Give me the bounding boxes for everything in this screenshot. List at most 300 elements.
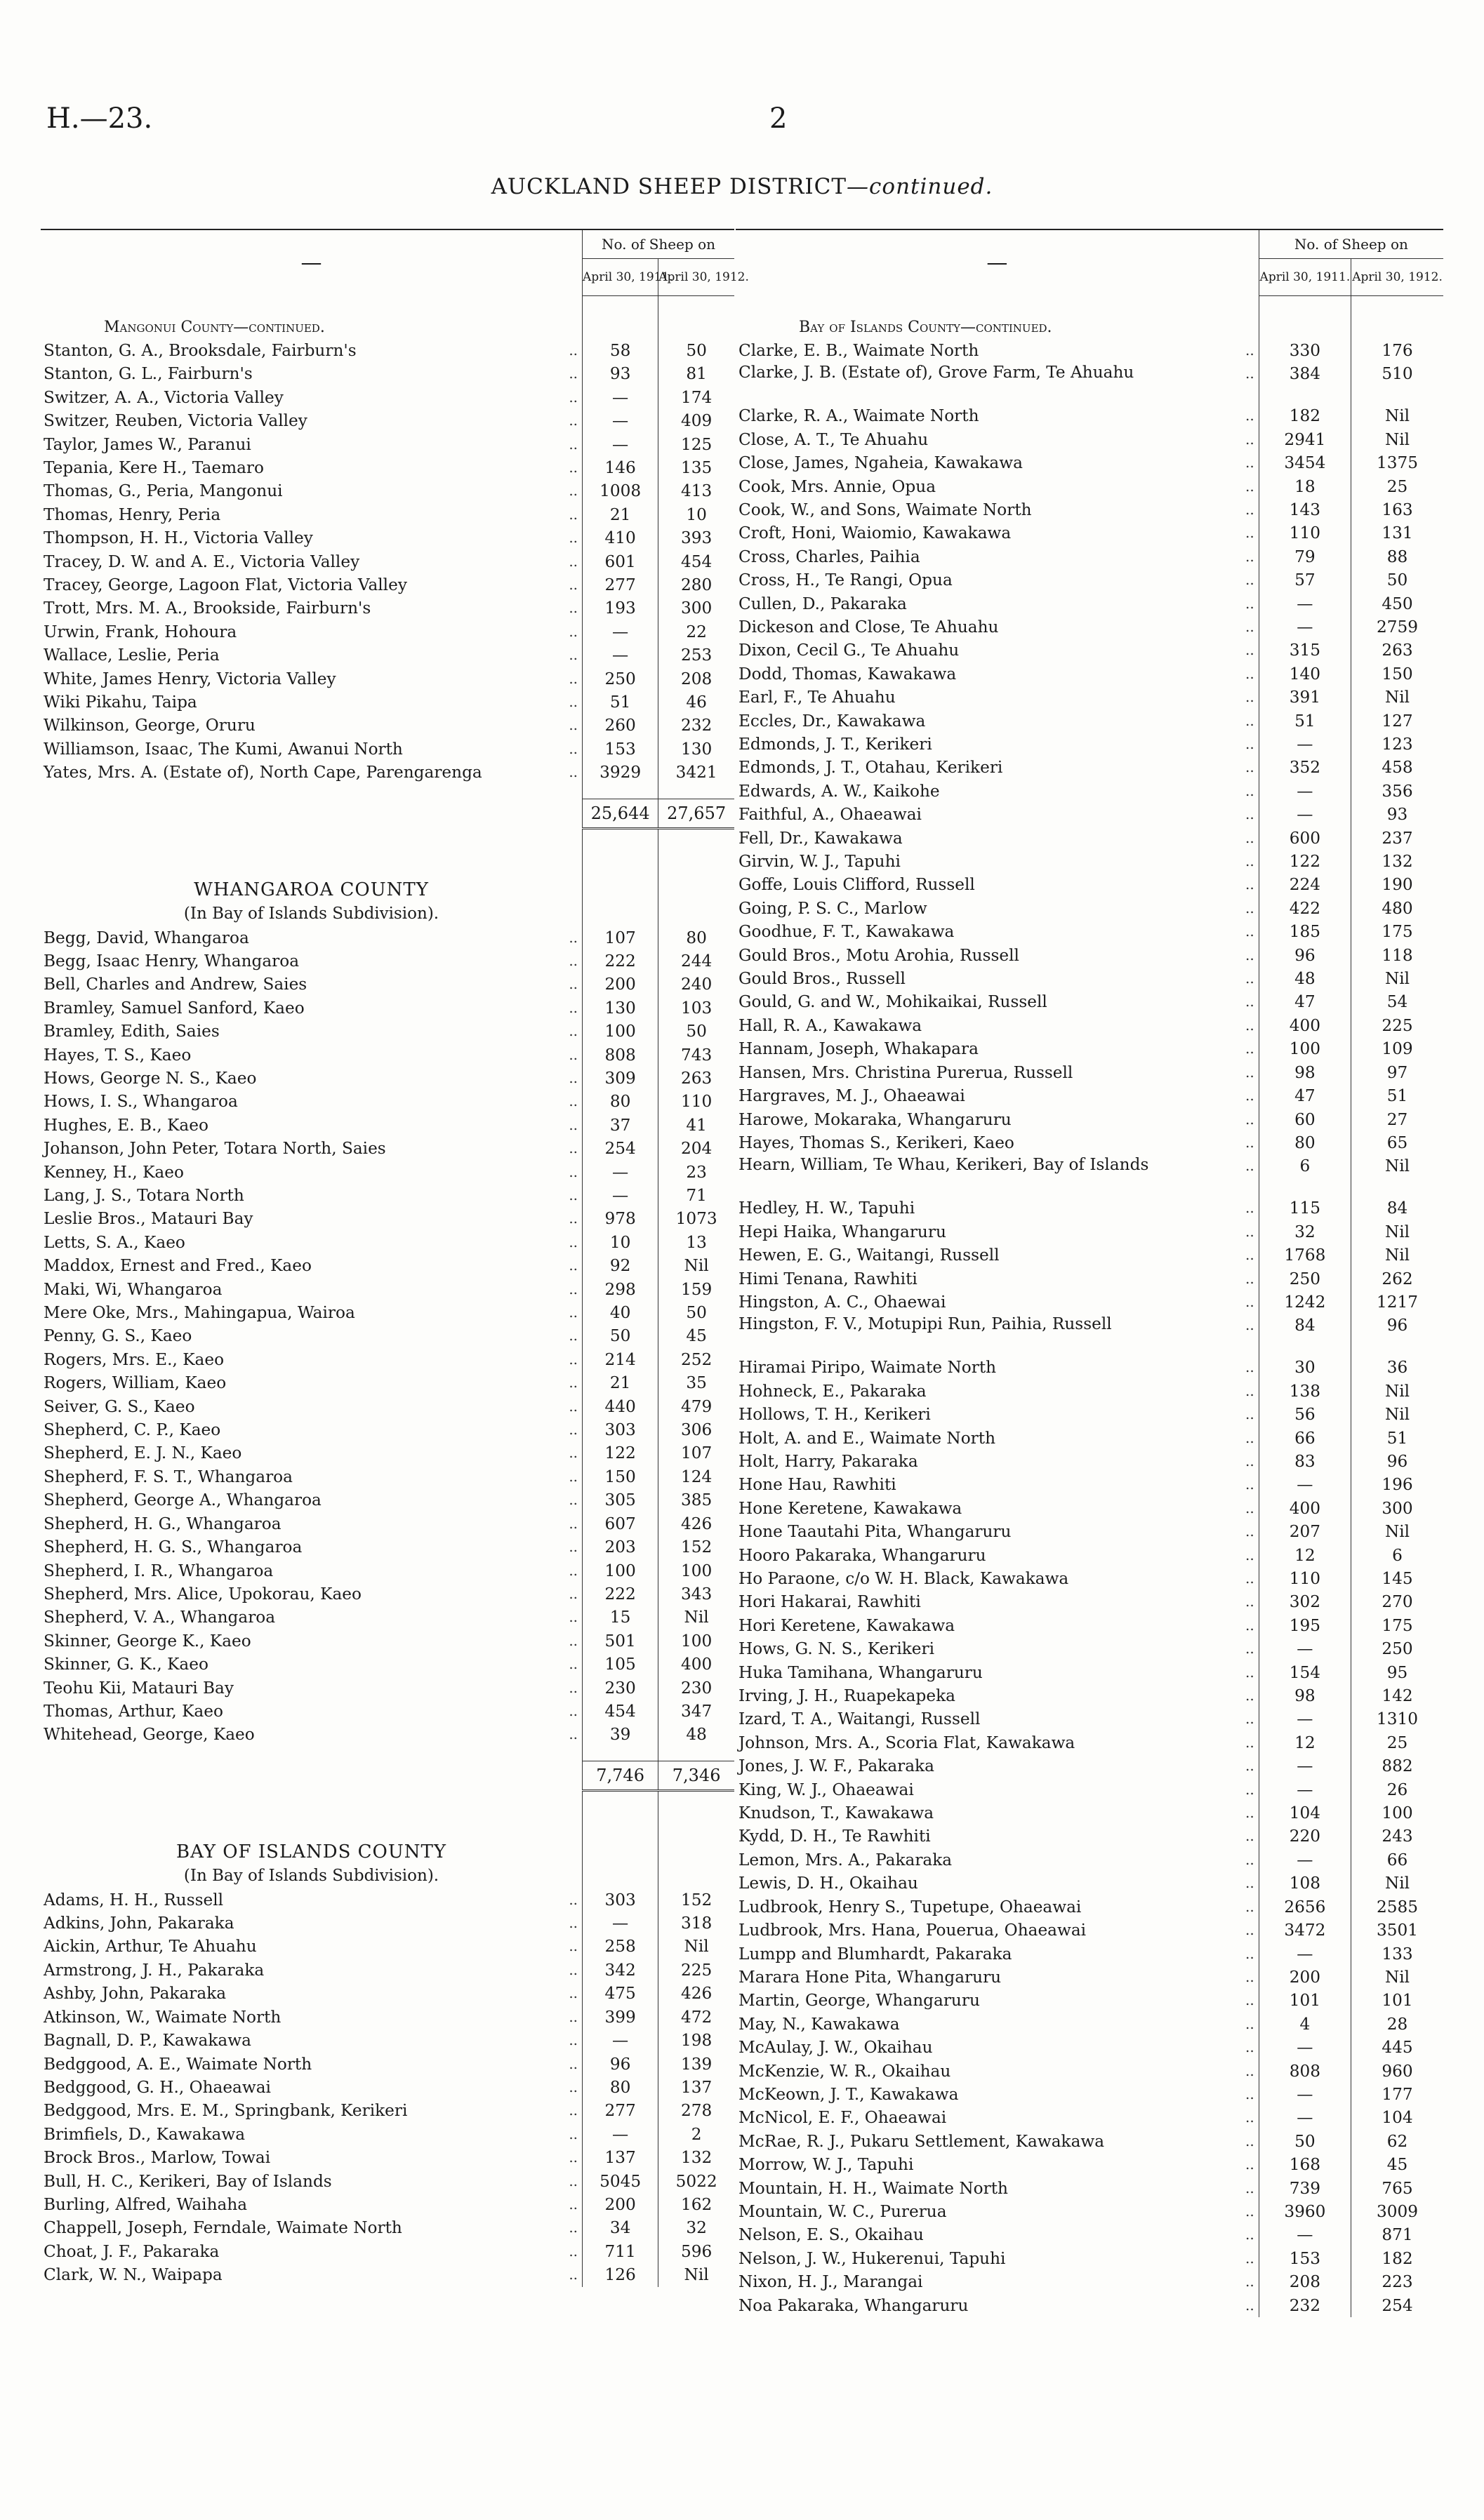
leader-dots: .. [1245,1780,1254,1798]
table-row [736,1084,1443,1107]
leader-dots: .. [1245,993,1254,1011]
table-row [736,1614,1443,1637]
leader-dots: .. [1245,2202,1254,2220]
leader-dots: .. [569,2219,578,2236]
sheep-1912: 13 [658,1231,734,1254]
sheep-1911: 130 [583,996,658,1020]
table-row [736,1220,1443,1244]
owner-name: Close, James, Ngaheia, Kawakawa [738,453,1023,473]
owner-name: Ludbrook, Henry S., Tupetupe, Ohaeawai [738,1897,1082,1916]
leader-dots: .. [1245,782,1254,799]
table-row [41,1512,734,1535]
sheep-1911: 601 [583,550,658,573]
sheep-1911: 57 [1259,568,1351,592]
owner-name: Burling, Alfred, Waihaha [44,2194,248,2214]
sheep-1912: 133 [1351,1942,1443,1966]
sheep-1911: — [1259,2036,1351,2059]
table-row [736,1825,1443,1848]
table-row [41,503,734,526]
leader-dots: .. [1245,1429,1254,1446]
owner-name: King, W. J., Ohaeawai [738,1780,914,1799]
page-number: 2 [769,102,788,135]
leader-dots: .. [569,1397,578,1415]
owner-name: Hepi Haika, Whangaruru [738,1222,946,1241]
table-row [41,620,734,644]
owner-name: Gould Bros., Motu Arohia, Russell [738,945,1019,965]
owner-name: Nixon, H. J., Marangai [738,2272,923,2292]
sheep-1911: 207 [1259,1520,1351,1543]
table-row [736,1754,1443,1778]
sheep-1911: 230 [583,1676,658,1700]
spacer-row [41,828,734,877]
owner-name: Bedggood, A. E., Waimate North [44,2054,312,2074]
table-row [736,1037,1443,1060]
owner-name: McAulay, J. W., Okaihau [738,2038,933,2058]
owner-name: Fell, Dr., Kawakawa [738,828,903,848]
owner-name: Bell, Charles and Andrew, Saies [44,975,307,994]
table-row [736,850,1443,873]
sheep-1911: 222 [583,1582,658,1606]
county-heading-row [41,1839,734,1865]
table-row [736,1520,1443,1543]
right-column [736,229,1443,2317]
sheep-1912: 62 [1351,2130,1443,2153]
sheep-1912: 176 [1351,339,1443,362]
sheep-1912: 50 [1351,568,1443,592]
leader-dots: .. [1245,2179,1254,2196]
owner-name: Cross, H., Te Rangi, Opua [738,571,953,590]
leader-dots: .. [1245,1406,1254,1423]
table-row [736,2083,1443,2106]
table-row [41,339,734,362]
sheep-1911: 110 [1259,521,1351,545]
col-1912-header: April 30, 1912. [658,259,734,296]
table-row [736,1403,1443,1426]
sheep-1912: 237 [1351,827,1443,850]
leader-dots: .. [569,575,578,593]
table-row [736,404,1443,427]
leader-dots: .. [1245,970,1254,987]
table-row [736,2153,1443,2176]
sheep-1911: 48 [1259,967,1351,990]
owner-name: Shepherd, V. A., Whangaroa [44,1608,276,1627]
sheep-1911: — [583,1161,658,1184]
sheep-1911: 254 [583,1137,658,1160]
leader-dots: .. [569,622,578,640]
table-row [736,2270,1443,2293]
sheep-1912: 472 [658,2006,734,2029]
left-sheep-table [41,229,749,2287]
county-subhead: Bay of Islands County—continued. [799,318,1052,336]
sheep-1911: 96 [1259,944,1351,967]
owner-name: Tepania, Kere H., Taemaro [44,458,264,477]
sheep-1911: 50 [1259,2130,1351,2153]
sheep-1911: 208 [1259,2270,1351,2293]
owner-name: Trott, Mrs. M. A., Brookside, Fairburn's [44,599,371,618]
leader-dots: .. [1245,1199,1254,1217]
owner-name: Seiver, G. S., Kaeo [44,1396,195,1416]
leader-dots: .. [569,1632,578,1649]
leader-dots: .. [569,2008,578,2025]
owner-name: Skinner, George K., Kaeo [44,1631,251,1651]
sheep-1911: 277 [583,573,658,596]
table-row [736,521,1443,545]
owner-name: Bagnall, D. P., Kawakawa [44,2031,251,2051]
owner-name: McKeown, J. T., Kawakawa [738,2084,959,2104]
owner-name: Bramley, Edith, Saies [44,1022,220,1041]
sheep-1911: 153 [583,738,658,761]
owner-name: Shepherd, Mrs. Alice, Upokorau, Kaeo [44,1584,362,1604]
table-row [41,1676,734,1700]
sheep-1912: Nil [658,1606,734,1629]
sheep-1912: 32 [658,2216,734,2239]
owner-name: White, James Henry, Victoria Valley [44,669,336,688]
leader-dots: .. [569,341,578,359]
table-row [736,944,1443,967]
owner-name: Johanson, John Peter, Totara North, Saies [44,1139,386,1159]
leader-dots: .. [1245,899,1254,916]
owner-name: Hone Keretene, Kawakawa [738,1498,962,1518]
owner-name: Hayes, T. S., Kaeo [44,1045,192,1065]
table-row [41,667,734,691]
table-row [41,2216,734,2239]
table-row [736,2294,1443,2317]
sheep-1912: 347 [658,1700,734,1723]
owner-name: Croft, Honi, Waiomio, Kawakawa [738,524,1012,543]
table-row [736,1731,1443,1754]
leader-dots: .. [1245,1757,1254,1775]
sheep-1912: 400 [658,1653,734,1676]
sheep-1911: 143 [1259,498,1351,521]
sheep-1911: 108 [1259,1872,1351,1895]
table-row [41,1020,734,1043]
leader-dots: .. [1245,806,1254,823]
table-row [736,1919,1443,1942]
sheep-1911: 58 [583,339,658,362]
sheep-1911: 298 [583,1278,658,1301]
sheep-1911: — [1259,1942,1351,1966]
sheep-1912: 101 [1351,1989,1443,2012]
sheep-1912: 871 [1351,2223,1443,2246]
table-row [41,2240,734,2263]
sheep-1912: 2585 [1351,1895,1443,1919]
sheep-1912: 109 [1351,1037,1443,1060]
sheep-1912: 6 [1351,1544,1443,1567]
leader-dots: .. [1245,735,1254,752]
owner-name: Holt, A. and E., Waimate North [738,1428,996,1448]
col-1911-header: April 30, 1911. [1259,259,1351,296]
leader-dots: .. [569,1961,578,1978]
table-row [41,1888,734,1912]
table-row [41,1700,734,1723]
table-row [41,479,734,502]
leader-dots: .. [1245,1499,1254,1516]
sheep-1912: 263 [1351,639,1443,662]
owner-name: Hori Hakarai, Rawhiti [738,1592,921,1612]
table-row [736,873,1443,896]
owner-name: Adams, H. H., Russell [44,1890,224,1909]
owner-name: Maddox, Ernest and Fred., Kaeo [44,1256,312,1276]
leader-dots: .. [1245,829,1254,846]
sheep-1912: 393 [658,526,734,549]
sheep-1912: 177 [1351,2083,1443,2106]
leader-dots: .. [1245,1921,1254,1939]
owner-name: Shepherd, C. P., Kaeo [44,1420,221,1440]
sheep-1912: 182 [1351,2247,1443,2270]
leader-dots: .. [569,1280,578,1298]
leader-dots: .. [1245,524,1254,542]
owner-name: Dickeson and Close, Te Ahuahu [738,617,999,636]
sheep-1912: 743 [658,1044,734,1067]
sheep-1911: 21 [583,1371,658,1394]
owner-name: Cullen, D., Pakaraka [738,594,907,613]
leader-dots: .. [569,1467,578,1485]
owner-name: Shepherd, I. R., Whangaroa [44,1561,274,1580]
sheep-1912: 100 [1351,1801,1443,1825]
leader-dots: .. [1245,2109,1254,2126]
table-row [41,1231,734,1254]
sheep-1912: 36 [1351,1356,1443,1379]
sheep-1912: 65 [1351,1131,1443,1154]
sheep-1911: 309 [583,1067,658,1090]
table-row [41,550,734,573]
sheep-1912: 458 [1351,756,1443,779]
sheep-1911: 104 [1259,1801,1351,1825]
sheep-1911: 3472 [1259,1919,1351,1942]
table-row [41,1582,734,1606]
sheep-1912: 96 [1351,1450,1443,1473]
table-row [736,2036,1443,2059]
table-row [736,780,1443,803]
leader-dots: .. [569,1069,578,1086]
table-row [736,1427,1443,1450]
sheep-1911: — [1259,780,1351,803]
leader-dots: .. [1245,1593,1254,1611]
owner-name: Going, P. S. C., Marlow [738,898,927,918]
table-row [736,1707,1443,1731]
leader-dots: .. [1245,2296,1254,2314]
sheep-1912: 27 [1351,1108,1443,1131]
table-row [736,2130,1443,2153]
owner-name: Faithful, A., Ohaeawai [738,805,922,825]
sheep-1912: 107 [658,1441,734,1465]
owner-name: Huka Tamihana, Whangaruru [738,1662,983,1682]
right-sheep-table [736,229,1443,2317]
sheep-1912: 22 [658,620,734,644]
leader-dots: .. [569,1093,578,1110]
owner-name: Hearn, William, Te Whau, Kerikeri, Bay of Islands [738,1155,1149,1175]
table-row [736,803,1443,826]
sheep-1911: — [1259,592,1351,615]
sheep-1911: 193 [583,596,658,620]
leader-dots: .. [1245,2249,1254,2267]
county-subhead: Mangonui County—continued. [104,318,325,336]
sheep-1912: 263 [658,1067,734,1090]
table-row [41,1629,734,1653]
leader-dots: .. [569,740,578,757]
table-row [41,761,734,784]
sheep-1912: 190 [1351,873,1443,896]
leader-dots: .. [569,2172,578,2189]
sheep-1911: 6 [1259,1154,1351,1196]
sheep-1912: 88 [1351,545,1443,568]
leader-dots: .. [569,1491,578,1509]
table-row [41,1090,734,1113]
owner-name: Switzer, Reuben, Victoria Valley [44,411,307,431]
owner-name: McRae, R. J., Pukaru Settlement, Kawakawa [738,2131,1105,2151]
sheep-1912: 204 [658,1137,734,1160]
leader-dots: .. [569,2125,578,2142]
county-subhead-row [41,316,734,339]
owner-name: Williamson, Isaac, The Kumi, Awanui North [44,739,403,759]
table-row [41,386,734,409]
leader-dots: .. [569,412,578,429]
table-row [41,2053,734,2076]
sheep-1912: 765 [1351,2177,1443,2200]
table-row [736,2013,1443,2036]
table-row [736,1380,1443,1403]
owner-name: May, N., Kawakawa [738,2014,900,2034]
table-row [41,456,734,479]
leader-dots: .. [1245,1898,1254,1915]
sheep-1911: 182 [1259,404,1351,427]
owner-name: Edwards, A. W., Kaikohe [738,781,940,801]
leader-dots: .. [569,2078,578,2095]
table-row [736,1637,1443,1660]
sheep-1912: 1375 [1351,451,1443,474]
owner-name: Wiki Pikahu, Taipa [44,693,197,712]
owner-name: Hows, George N. S., Kaeo [44,1068,257,1088]
sheep-1912: 118 [1351,944,1443,967]
owner-name: Shepherd, H. G. S., Whangaroa [44,1538,303,1557]
table-row [736,990,1443,1013]
sheep-1912: 306 [658,1418,734,1441]
owner-name: Wallace, Leslie, Peria [44,646,220,665]
leader-dots: .. [1245,477,1254,495]
leader-dots: .. [1245,1874,1254,1892]
table-row [41,738,734,761]
spacer-row [41,1747,734,1761]
spacer-row [41,296,734,316]
leader-dots: .. [569,2032,578,2049]
sheep-1912: 93 [1351,803,1443,826]
sheep-1912: Nil [1351,428,1443,451]
owner-name: Leslie Bros., Matauri Bay [44,1209,253,1229]
sheep-1912: 152 [658,1535,734,1559]
owner-name: Tracey, George, Lagoon Flat, Victoria Valley [44,575,407,594]
owner-name: Dodd, Thomas, Kawakawa [738,664,957,684]
sheep-1911: 100 [583,1020,658,1043]
sheep-1911: 47 [1259,990,1351,1013]
sheep-1912: 318 [658,1912,734,1935]
sheep-1912: 454 [658,550,734,573]
leader-dots: .. [1245,1851,1254,1868]
table-row [41,1959,734,1982]
table-row [736,1895,1443,1919]
sheep-1911: 200 [583,973,658,996]
sheep-1911: 214 [583,1348,658,1371]
sheep-1912: 1217 [1351,1291,1443,1314]
owner-name: Martin, George, Whangaruru [738,1991,980,2011]
sheep-1912: 28 [1351,2013,1443,2036]
leader-dots: .. [569,1914,578,1932]
sheep-1911: 5045 [583,2170,658,2193]
table-row [41,1161,734,1184]
page-header [46,102,1450,145]
table-row [41,433,734,456]
sheep-1911: 1008 [583,479,658,502]
sheep-1911: 250 [1259,1267,1351,1291]
sheep-1912: 450 [1351,592,1443,615]
leader-dots: .. [569,693,578,710]
sheep-1911: 978 [583,1207,658,1230]
sheep-1911: 400 [1259,1497,1351,1520]
owner-name: Thomas, Arthur, Kaeo [44,1701,223,1721]
sheep-1912: Nil [1351,1380,1443,1403]
leader-dots: .. [569,1210,578,1227]
sheep-1912: 10 [658,503,734,526]
sheep-1911: 98 [1259,1684,1351,1707]
owner-name: Thomas, Henry, Peria [44,505,221,524]
table-row [736,1778,1443,1801]
sheep-1911: 122 [1259,850,1351,873]
sheep-1912: 103 [658,996,734,1020]
owner-name: Nelson, E. S., Okaihau [738,2225,924,2245]
owner-name: Wilkinson, George, Oruru [44,716,256,735]
leader-dots: .. [1245,1222,1254,1240]
sheep-1912: 51 [1351,1427,1443,1450]
leader-dots: .. [1245,1087,1254,1105]
sheep-1912: 510 [1351,362,1443,404]
table-row [736,1497,1443,1520]
sheep-1912: 480 [1351,897,1443,920]
sheep-1911: 12 [1259,1544,1351,1567]
sheep-1911: 137 [583,2146,658,2169]
total-row [41,1761,734,1790]
owner-name: Gould, G. and W., Mohikaikai, Russell [738,992,1047,1012]
sheep-1912: 385 [658,1488,734,1512]
sheep-1911: 51 [1259,709,1351,733]
sheep-1911: 93 [583,362,658,385]
table-row [41,1982,734,2005]
owner-name: Clark, W. N., Waipapa [44,2265,223,2285]
sheep-1911: 138 [1259,1380,1351,1403]
owner-name: Mountain, H. H., Waimate North [738,2178,1008,2198]
owner-name: Hows, I. S., Whangaroa [44,1092,238,1112]
leader-dots: .. [1245,1733,1254,1751]
table-row [736,2200,1443,2223]
sheep-1912: 162 [658,2193,734,2216]
leader-dots: .. [569,1938,578,1955]
table-row [41,2006,734,2029]
sheep-1911: 150 [583,1465,658,1488]
sheep-1912: 35 [658,1371,734,1394]
sheep-1911: 126 [583,2263,658,2286]
owner-name: Goffe, Louis Clifford, Russell [738,875,975,895]
leader-dots: .. [1245,1827,1254,1845]
title-continued: —continued. [847,174,993,199]
leader-dots: .. [1245,1570,1254,1587]
sheep-1912: Nil [658,2263,734,2286]
leader-dots: .. [569,1538,578,1556]
sheep-1912: 100 [658,1629,734,1653]
leader-dots: .. [1245,1663,1254,1681]
owner-name: Teohu Kii, Matauri Bay [44,1678,234,1698]
owner-name: Johnson, Mrs. A., Scoria Flat, Kawakawa [738,1733,1075,1752]
leader-dots: .. [1245,2156,1254,2173]
sheep-1912: 54 [1351,990,1443,1013]
sheep-1912: 175 [1351,920,1443,943]
